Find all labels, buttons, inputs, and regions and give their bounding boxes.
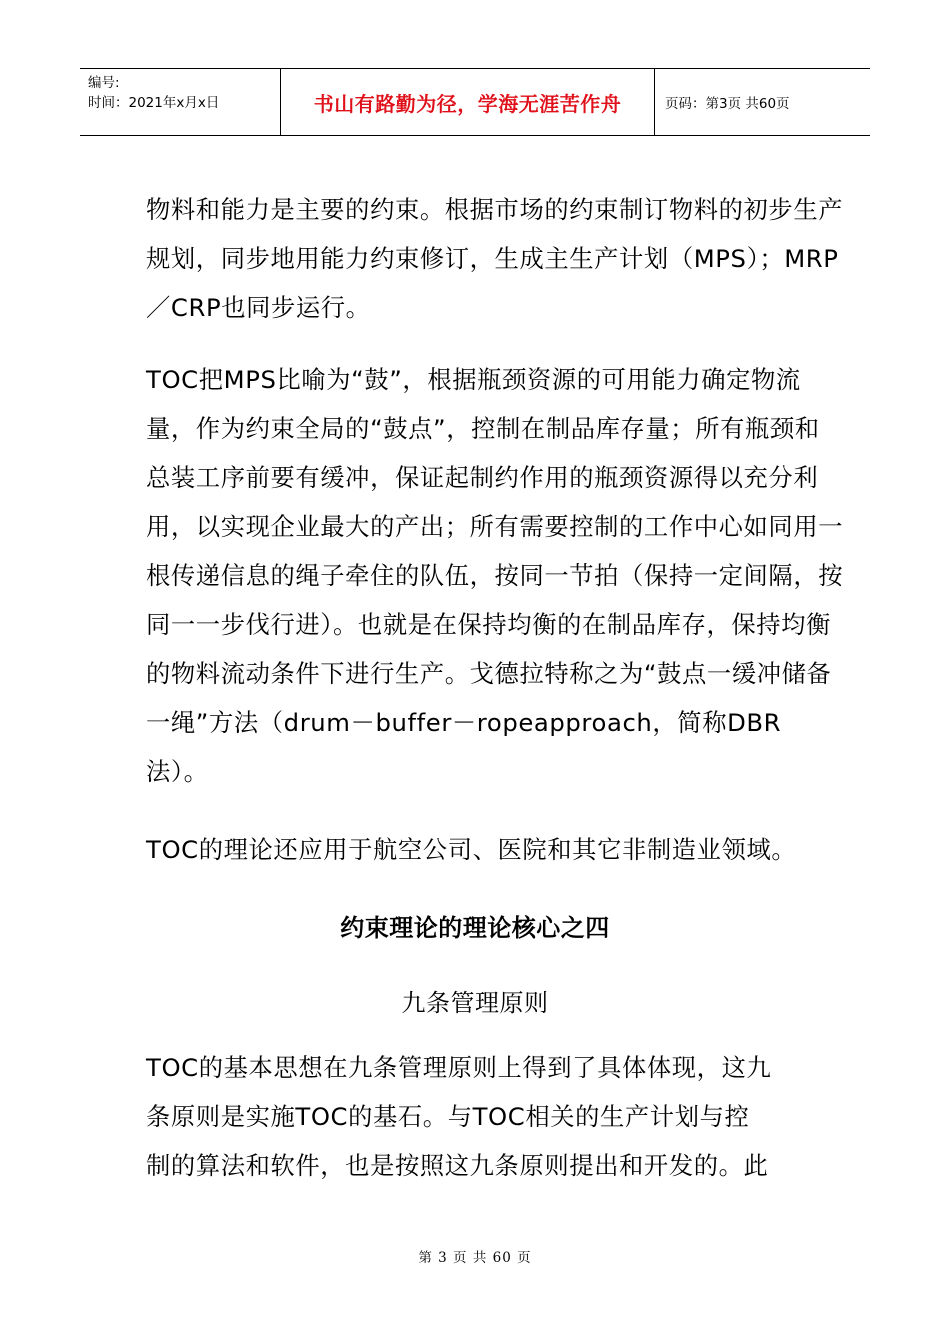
header-page-number: 页码：第3页 共60页 xyxy=(665,96,790,112)
section-heading: 约束理论的理论核心之四 xyxy=(340,914,610,942)
paragraph-line: TOC把MPS比喻为“鼓”，根据瓶颈资源的可用能力确定物流 xyxy=(146,365,801,394)
paragraph-line: TOC的基本思想在九条管理原则上得到了具体体现，这九 xyxy=(146,1053,772,1082)
paragraph-line: 条原则是实施TOC的基石。与TOC相关的生产计划与控 xyxy=(146,1102,750,1131)
page-header xyxy=(80,68,870,136)
paragraph-line: 一绳”方法（drum－buffer－ropeapproach，简称DBR xyxy=(146,708,782,737)
paragraph-line: 的物料流动条件下进行生产。戈德拉特称之为“鼓点一缓冲储备 xyxy=(146,659,832,688)
paragraph-line: 同一一步伐行进）。也就是在保持均衡的在制品库存，保持均衡 xyxy=(146,610,831,639)
paragraph-line: TOC的理论还应用于航空公司、医院和其它非制造业领域。 xyxy=(146,835,797,864)
document-time-label: 时间：2021年x月x日 xyxy=(88,95,220,111)
paragraph-line: 用，以实现企业最大的产出；所有需要控制的工作中心如同用一 xyxy=(146,512,844,541)
paragraph-line: 法）。 xyxy=(146,757,209,786)
body-paragraph-2 xyxy=(146,355,843,796)
body-paragraph-1 xyxy=(146,185,843,332)
header-meta-cell xyxy=(80,69,281,135)
page-footer: 第 3 页 共 60 页 xyxy=(418,1250,532,1266)
paragraph-line: 量，作为约束全局的“鼓点”，控制在制品库存量；所有瓶颈和 xyxy=(146,414,820,443)
header-motto: 书山有路勤为径，学海无涯苦作舟 xyxy=(281,69,655,135)
paragraph-line: 总装工序前要有缓冲，保证起制约作用的瓶颈资源得以充分利 xyxy=(146,463,819,492)
paragraph-line: 根传递信息的绳子牵住的队伍，按同一节拍（保持一定间隔，按 xyxy=(146,561,844,590)
body-paragraph-3 xyxy=(146,825,796,874)
paragraph-line: 制的算法和软件，也是按照这九条原则提出和开发的。此 xyxy=(146,1151,769,1180)
section-subheading: 九条管理原则 xyxy=(401,989,549,1017)
body-paragraph-4 xyxy=(146,1043,771,1190)
paragraph-line: ／CRP也同步运行。 xyxy=(146,293,371,322)
paragraph-line: 规划，同步地用能力约束修订，生成主生产计划（MPS）；MRP xyxy=(146,244,839,273)
paragraph-line: 物料和能力是主要的约束。根据市场的约束制订物料的初步生产 xyxy=(146,195,844,224)
document-number-label: 编号: xyxy=(88,75,120,91)
